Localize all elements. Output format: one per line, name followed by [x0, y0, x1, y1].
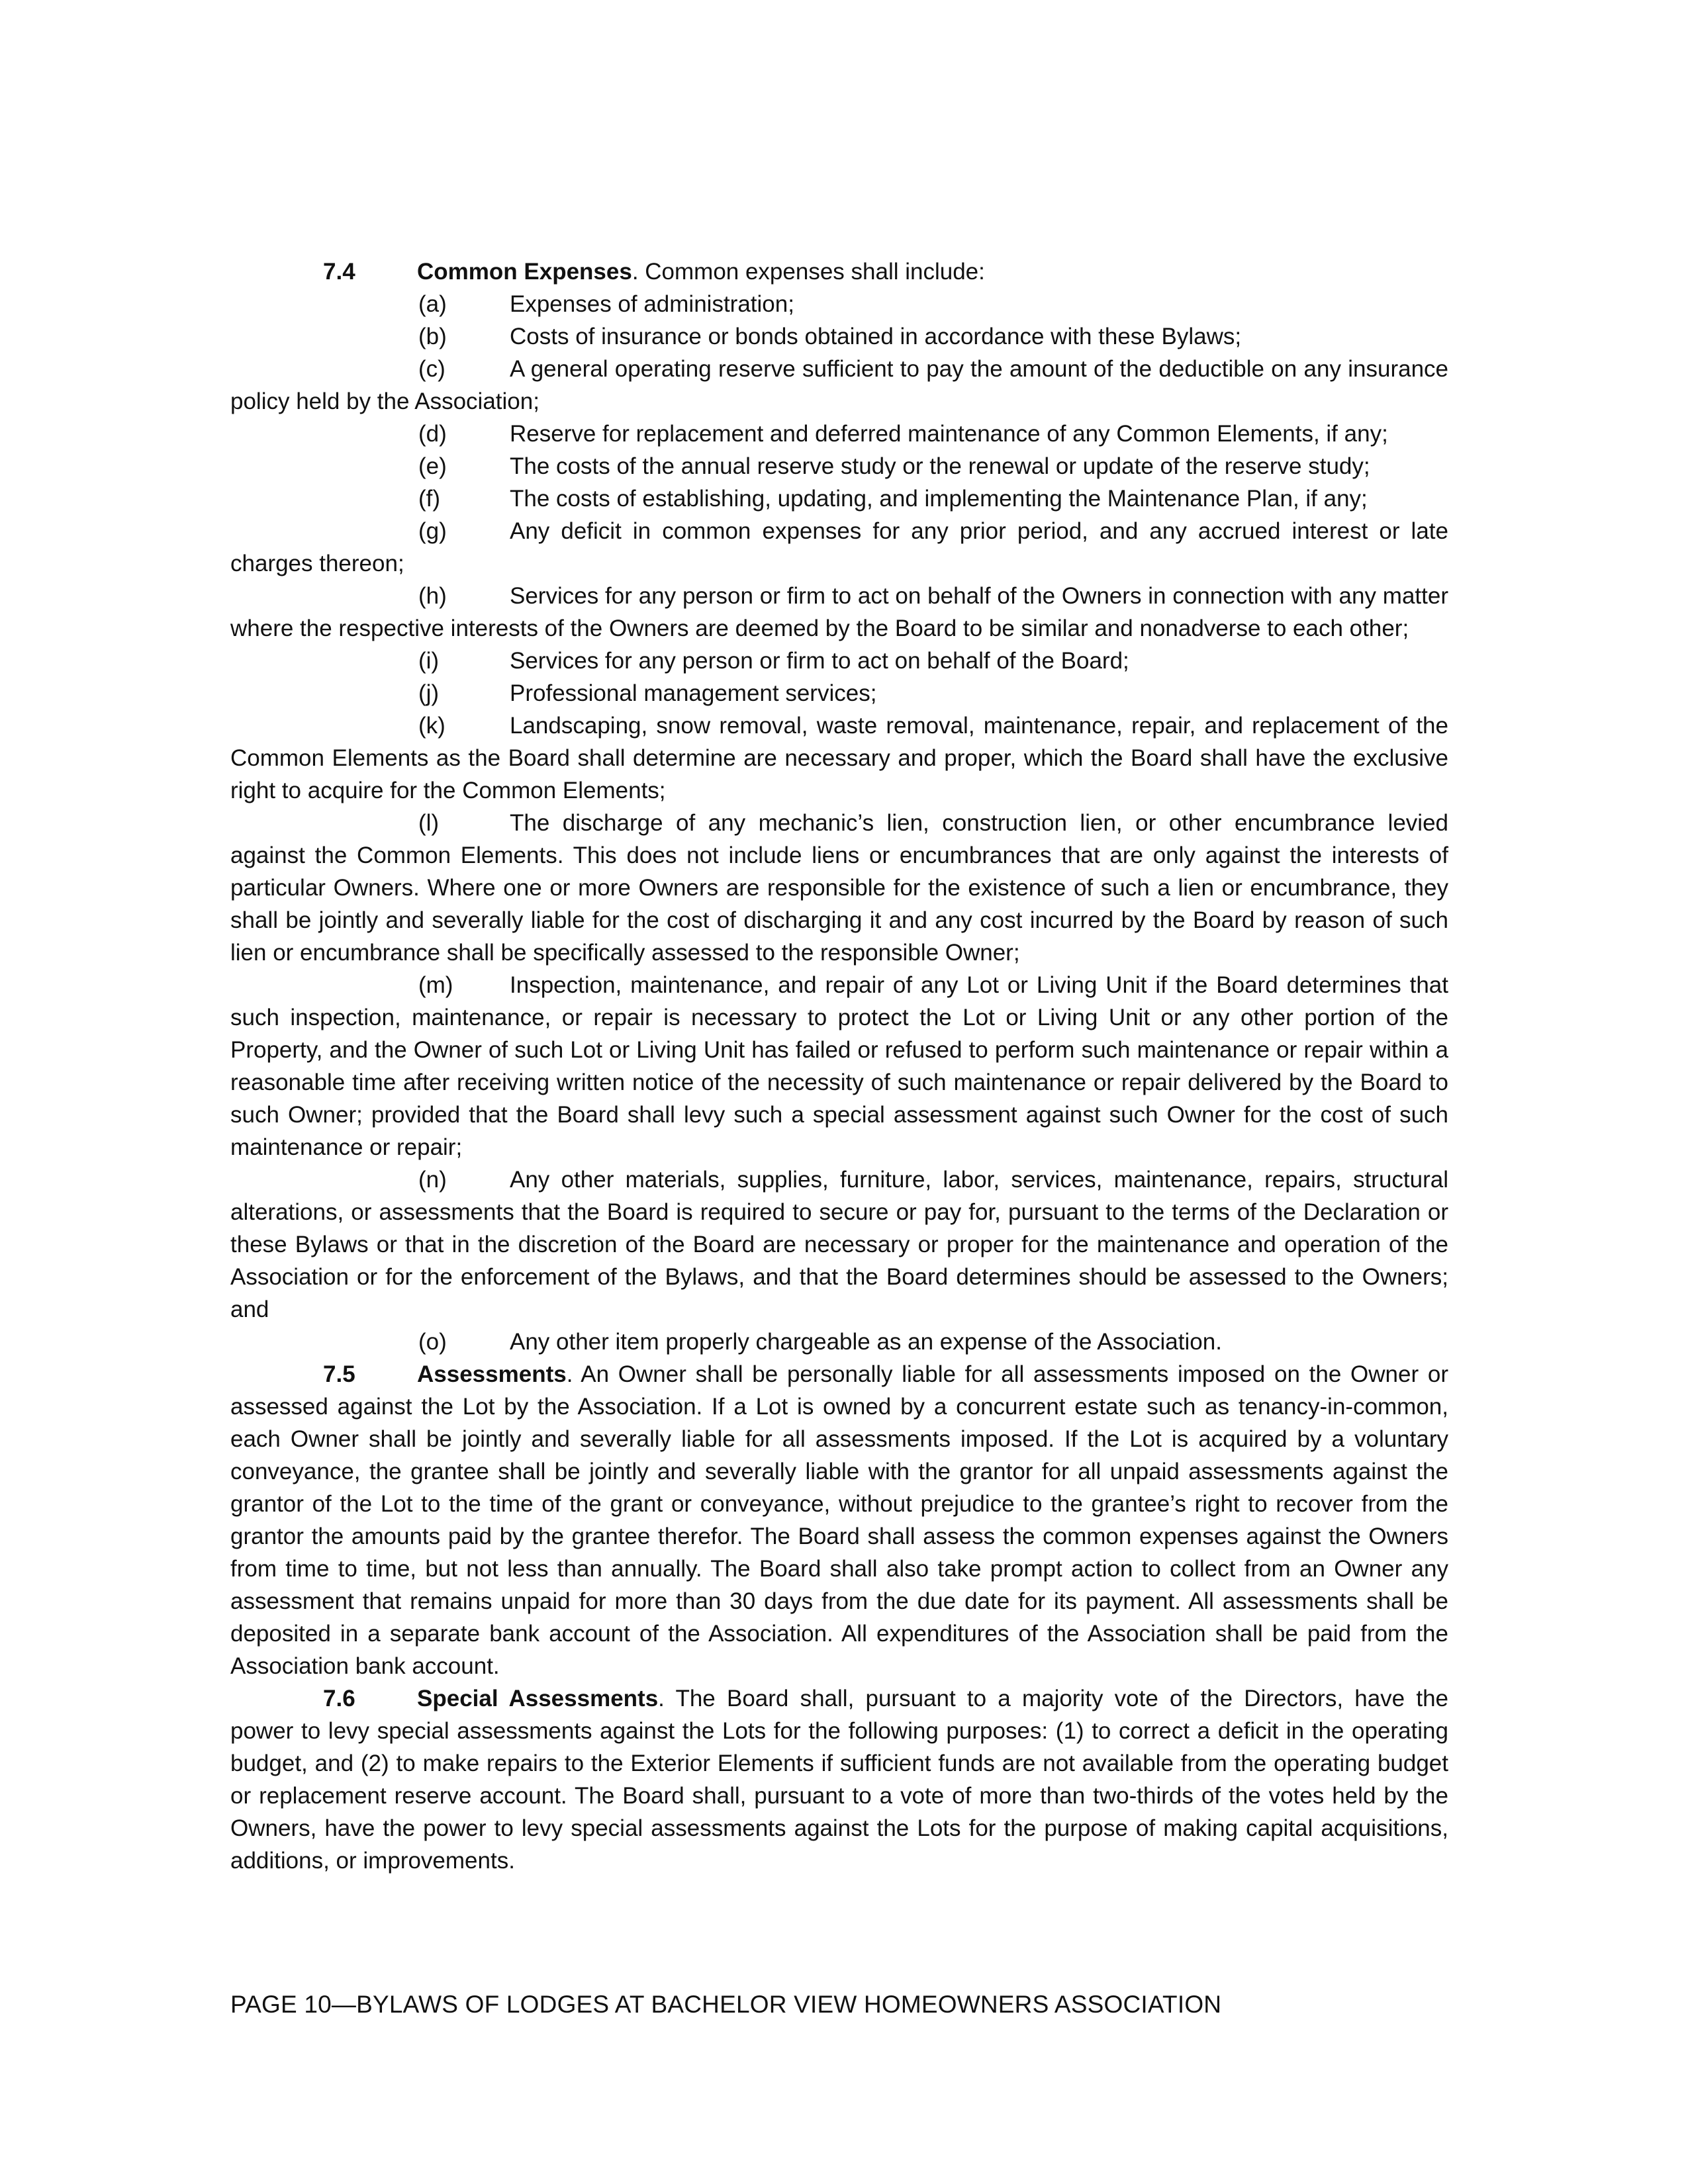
list-item	[230, 482, 1448, 515]
section-text: . The Board shall, pursuant to a majority vote of the Directors, have the power to levy special assessments against the Lots for the following purposes: (1) to correct a deficit in the operating budget, and (2) to make repairs to the Exterior Elements if sufficient funds are not available from the operating budget or replacement reserve account. The Board shall, pursuant to a vote of more than two-thirds of the votes held by the Owners, have the power to levy special assessments against the Lots for the purpose of making capital acquisitions, additions, or improvements.	[230, 1686, 1448, 1874]
item-text: Expenses of administration;	[510, 291, 794, 317]
item-label: (o)	[418, 1329, 447, 1355]
item-text: The discharge of any mechanic’s lien, construction lien, or other encumbrance levied against the Common Elements. This does not include liens or encumbrances that are only against the interests of particular Owners. Where one or more Owners are responsible for the existence of such a lien or encumbrance, they shall be jointly and severally liable for the cost of discharging it and any cost incurred by the Board by reason of such lien or encumbrance shall be specifically assessed to the responsible Owner;	[230, 810, 1448, 966]
section-7-5	[230, 1358, 1448, 1682]
list-item	[230, 1326, 1448, 1358]
item-text: Any deficit in common expenses for any prior period, and any accrued interest or late charges thereon;	[230, 518, 1448, 576]
item-text: Any other item properly chargeable as an expense of the Association.	[510, 1329, 1222, 1355]
list-item	[230, 677, 1448, 709]
item-text: A general operating reserve sufficient to pay the amount of the deductible on any insurance policy held by the Association;	[230, 356, 1448, 414]
item-text: Services for any person or firm to act on behalf of the Owners in connection with any matter where the respective interests of the Owners are deemed by the Board to be similar and nonadverse to each other;	[230, 583, 1448, 641]
item-label: (m)	[418, 972, 453, 998]
section-7-4	[230, 255, 1448, 288]
item-label: (l)	[418, 810, 440, 836]
item-label: (n)	[418, 1167, 447, 1193]
section-title: Common Expenses	[417, 259, 632, 285]
item-text: Costs of insurance or bonds obtained in accordance with these Bylaws;	[510, 324, 1242, 349]
item-text: Landscaping, snow removal, waste removal, maintenance, repair, and replacement of the Common Elements as the Board shall determine are necessary and proper, which the Board shall have the exclusive right to acquire for the Common Elements;	[230, 713, 1448, 803]
item-text: Reserve for replacement and deferred maintenance of any Common Elements, if any;	[510, 421, 1388, 447]
list-item	[230, 353, 1448, 418]
item-label: (k)	[418, 713, 445, 739]
list-item	[230, 418, 1448, 450]
item-text: Inspection, maintenance, and repair of any Lot or Living Unit if the Board determines that such inspection, maintenance, or repair is necessary to protect the Lot or Living Unit or any other portion of the Property, and the Owner of such Lot or Living Unit has failed or refused to perform such maintenance or repair within a reasonable time after receiving written notice of the necessity of such maintenance or repair delivered by the Board to such Owner; provided that the Board shall levy such a special assessment against such Owner for the cost of such maintenance or repair;	[230, 972, 1448, 1160]
item-label: (h)	[418, 583, 447, 609]
list-item	[230, 320, 1448, 353]
item-text: Services for any person or firm to act on behalf of the Board;	[510, 648, 1129, 674]
list-item	[230, 288, 1448, 320]
list-item	[230, 450, 1448, 482]
section-number: 7.4	[323, 259, 355, 285]
item-label: (j)	[418, 680, 440, 706]
list-item	[230, 807, 1448, 969]
item-label: (e)	[418, 453, 447, 479]
item-label: (b)	[418, 324, 447, 349]
list-item	[230, 645, 1448, 677]
section-number: 7.6	[323, 1686, 355, 1711]
item-text: The costs of the annual reserve study or the renewal or update of the reserve study;	[510, 453, 1370, 479]
list-item	[230, 709, 1448, 807]
list-item	[230, 515, 1448, 580]
list-item	[230, 1163, 1448, 1326]
section-text: . Common expenses shall include:	[632, 259, 985, 285]
item-label: (f)	[418, 486, 441, 512]
list-item	[230, 969, 1448, 1163]
page-footer: PAGE 10—BYLAWS OF LODGES AT BACHELOR VIEW HOMEOWNERS ASSOCIATION	[230, 1991, 1222, 2018]
item-text: Any other materials, supplies, furniture, labor, services, maintenance, repairs, structural alterations, or assessments that the Board is required to secure or pay for, pursuant to the terms of the Declaration or these Bylaws or that in the discretion of the Board are necessary or proper for the maintenance and operation of the Association or for the enforcement of the Bylaws, and that the Board determines should be assessed to the Owners; and	[230, 1167, 1448, 1322]
item-label: (d)	[418, 421, 447, 447]
item-label: (g)	[418, 518, 447, 544]
item-text: The costs of establishing, updating, and implementing the Maintenance Plan, if any;	[510, 486, 1368, 512]
list-item	[230, 580, 1448, 645]
item-label: (i)	[418, 648, 440, 674]
section-title: Special Assessments	[417, 1686, 659, 1711]
item-label: (a)	[418, 291, 447, 317]
section-text: . An Owner shall be personally liable for all assessments imposed on the Owner or assessed against the Lot by the Association. If a Lot is owned by a concurrent estate such as tenancy-in-common, each Owner shall be jointly and severally liable for all assessments imposed. If the Lot is acquired by a voluntary conveyance, the grantee shall be jointly and severally liable with the grantor for all unpaid assessments against the grantor of the Lot to the time of the grant or conveyance, without prejudice to the grantee’s right to recover from the grantor the amounts paid by the grantee therefor. The Board shall assess the common expenses against the Owners from time to time, but not less than annually. The Board shall also take prompt action to collect from an Owner any assessment that remains unpaid for more than 30 days from the due date for its payment. All assessments shall be deposited in a separate bank account of the Association. All expenditures of the Association shall be paid from the Association bank account.	[230, 1361, 1448, 1679]
section-title: Assessments	[417, 1361, 567, 1387]
section-7-6	[230, 1682, 1448, 1877]
item-text: Professional management services;	[510, 680, 877, 706]
section-number: 7.5	[323, 1361, 355, 1387]
page-body	[230, 255, 1448, 1877]
item-label: (c)	[418, 356, 445, 382]
